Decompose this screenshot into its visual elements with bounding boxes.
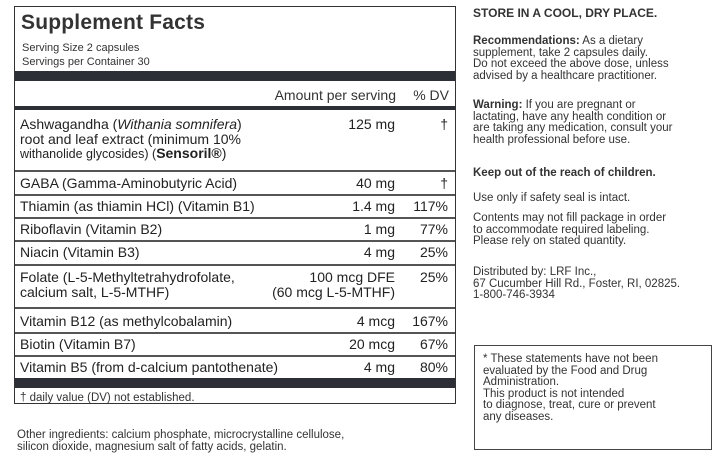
row-name: Ashwagandha (Withania somnifera) root and leaf extract (minimum 10% withanolide glycosides) (Sensoril®) — [20, 116, 242, 161]
divider-thick-top — [15, 71, 455, 81]
row-divider — [15, 355, 455, 357]
keep-out-of-reach: Keep out of the reach of children. — [473, 167, 656, 179]
supplement-facts-panel: Supplement Facts Serving Size 2 capsules Servings per Container 30 Amount per serving % DV Ashwagandha (Withania somnifera) root and leaf extract (minimum 10% withanolide glycosides) (Sensoril®) 125 mg † GABA (Gamma-Aminobutyric Acid) 40 mg † Thiamin (as thiamin HCl) (Vitamin B1) 1.4 mg 117% Riboflavin (Vitamin B2) 1 mg 77% Niacin (Vitamin B3) 4 mg 25% Folate (L-5-Methyltetrahydrofolate, calcium salt, L-5-MTHF) 100 mcg DFE (60 mcg L-5-MTHF) 25% Vitamin B12 (as methylcobalamin) 4 mcg 167% Biotin (Vitamin B7) 20 mcg 67% Vitamin B5 (from d-calcium pantothenate) 4 mg 80% † daily value (DV) not established. — [14, 6, 456, 404]
recommendations: Recommendations: As a dietary supplement, take 2 capsules daily. Do not exceed the above dose, unless advised by a healthcare practitioner. — [473, 35, 669, 82]
facts-row-folate: Folate (L-5-Methyltetrahydrofolate, calcium salt, L-5-MTHF) 100 mcg DFE (60 mcg L-5-MTHF) 25% — [20, 269, 448, 300]
safety-seal-note: Use only if safety seal is intact. — [473, 192, 631, 204]
warning: Warning: If you are pregnant or lactating, have any health condition or are taking any medication, consult your health professional before use. — [473, 99, 673, 146]
row-divider — [15, 307, 455, 309]
dv-footnote: † daily value (DV) not established. — [20, 392, 195, 404]
storage-note: STORE IN A COOL, DRY PLACE. — [473, 6, 658, 20]
row-divider — [15, 194, 455, 196]
amount-header: Amount per serving — [274, 87, 396, 103]
row-divider — [15, 264, 455, 266]
facts-row-ashwagandha — [20, 117, 450, 163]
row-divider — [15, 170, 455, 172]
contents-note: Contents may not fill package in order to accommodate required labeling. Please rely on stated quantity. — [473, 212, 667, 248]
facts-title: Supplement Facts — [21, 11, 206, 34]
fda-disclaimer-text: * These statements have not been evaluated by the Food and Drug Administration. This product is not intended to diagnose, treat, cure or prevent any diseases. — [483, 353, 658, 423]
row-amount: 125 mg — [348, 116, 395, 132]
divider-thick-bottom — [15, 378, 455, 388]
serving-size: Serving Size 2 capsules — [22, 42, 140, 54]
other-ingredients: Other ingredients: calcium phosphate, microcrystalline cellulose, silicon dioxide, magnesium salt of fatty acids, gelatin. — [17, 429, 345, 453]
distributor: Distributed by: LRF Inc., 67 Cucumber Hill Rd., Foster, RI, 02825. 1-800-746-3934 — [473, 266, 681, 302]
row-divider — [15, 332, 455, 334]
row-divider — [15, 240, 455, 242]
divider-header — [15, 106, 455, 110]
row-divider — [15, 217, 455, 219]
dv-header: % DV — [413, 87, 449, 103]
servings-per-container: Servings per Container 30 — [22, 56, 150, 68]
fda-disclaimer-box — [474, 345, 712, 450]
row-dv: † — [440, 116, 448, 132]
